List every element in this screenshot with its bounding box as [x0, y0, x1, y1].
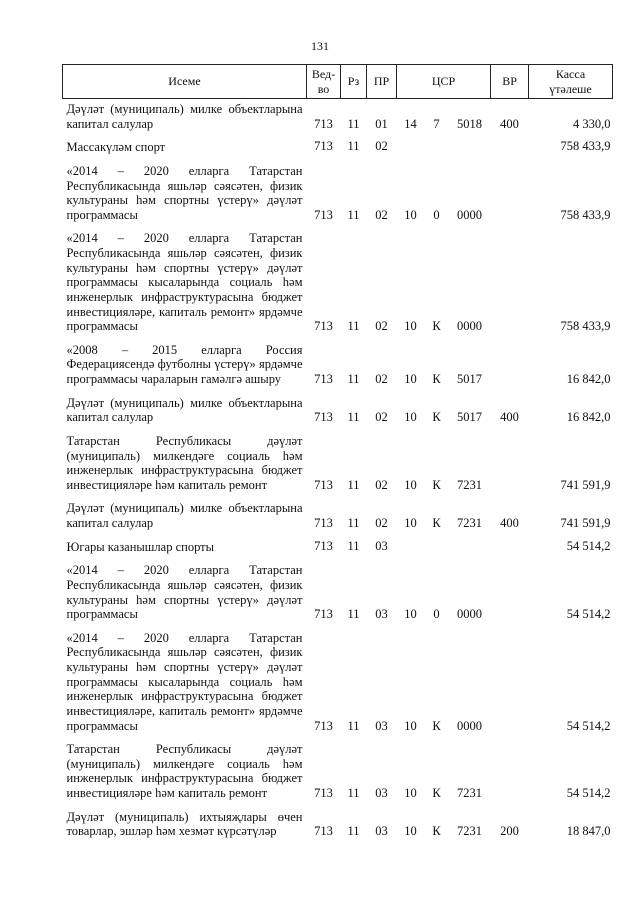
row-csr-program: 10 — [404, 824, 417, 839]
page-number: 131 — [311, 39, 329, 53]
table-row — [63, 340, 613, 393]
row-rz: 11 — [347, 516, 360, 530]
row-csr-direction: 5017 — [457, 410, 483, 425]
row-csr-direction: 0000 — [457, 607, 483, 622]
row-csr-program: 10 — [404, 477, 417, 492]
row-csr-subprogram: К — [432, 410, 441, 425]
row-pr: 03 — [375, 824, 388, 839]
row-vr — [491, 137, 529, 161]
row-name: Массакүләм спорт — [66, 140, 166, 155]
row-csr-program: 10 — [404, 516, 417, 530]
row-rz: 11 — [347, 410, 360, 425]
row-csr-subprogram: К — [432, 372, 441, 386]
row-vedomstvo: 713 — [314, 139, 333, 154]
row-csr-subprogram: 7 — [433, 116, 440, 131]
table-row — [63, 99, 613, 138]
table-row — [63, 498, 613, 536]
row-csr-subprogram: К — [432, 824, 441, 839]
row-vr — [491, 431, 529, 499]
row-csr-direction: 7231 — [457, 786, 483, 800]
row-csr-subprogram: К — [432, 786, 441, 800]
row-csr-program: 14 — [404, 116, 417, 131]
row-rz: 11 — [347, 139, 360, 154]
table-row — [63, 161, 613, 229]
row-vedomstvo: 713 — [314, 824, 333, 839]
row-name: Дәүләт (муниципаль) милке объектларына капитал салулар — [66, 102, 303, 131]
row-csr-program: 10 — [404, 607, 417, 622]
row-amount: 18 847,0 — [566, 824, 611, 839]
header-vedomstvo: Вед- во — [307, 65, 341, 99]
row-csr-direction: 0000 — [457, 718, 483, 733]
row-rz: 11 — [347, 116, 360, 131]
row-csr-program: 10 — [404, 410, 417, 425]
row-pr: 03 — [375, 786, 388, 800]
row-vedomstvo: 713 — [314, 538, 333, 553]
row-csr-program: 10 — [404, 372, 417, 386]
row-rz: 11 — [347, 607, 360, 622]
row-pr: 02 — [375, 372, 388, 386]
row-rz: 11 — [347, 207, 360, 222]
row-amount: 16 842,0 — [566, 372, 611, 386]
row-csr-subprogram: 0 — [433, 207, 440, 222]
row-vr — [491, 560, 529, 628]
table-row — [63, 628, 613, 739]
row-name: Дәүләт (муниципаль) милке объектларына капитал салулар — [66, 395, 303, 425]
table-row — [63, 560, 613, 628]
row-csr-program: 10 — [404, 319, 417, 334]
row-vr: 400 — [500, 516, 519, 530]
row-csr-program — [397, 137, 425, 161]
row-vedomstvo: 713 — [314, 207, 333, 222]
row-csr-direction: 0000 — [457, 207, 483, 222]
row-amount: 741 591,9 — [560, 516, 611, 530]
row-vr: 200 — [500, 824, 519, 839]
row-name: Татарстан Республикасы дәүләт (муниципаль) милкендәге социаль һәм инженерлык инфраструктурасына бюджет инвестицияләре һәм капиталь ремонт — [66, 433, 303, 492]
row-csr-subprogram: К — [432, 477, 441, 492]
header-rz: Рз — [341, 65, 367, 99]
row-rz: 11 — [347, 319, 360, 334]
row-vr: 400 — [500, 116, 519, 131]
row-csr-direction: 0000 — [457, 319, 483, 334]
header-kassa: Касса үтәлеше — [529, 65, 613, 99]
row-amount: 16 842,0 — [566, 410, 611, 425]
table-row — [63, 537, 613, 561]
row-csr-subprogram: 0 — [433, 607, 440, 622]
row-csr-direction: 5017 — [457, 372, 483, 386]
row-vedomstvo: 713 — [314, 786, 333, 800]
row-pr: 02 — [375, 410, 388, 425]
row-vedomstvo: 713 — [314, 516, 333, 530]
row-pr: 01 — [375, 116, 388, 131]
row-csr-subprogram: К — [432, 319, 441, 334]
row-vedomstvo: 713 — [314, 718, 333, 733]
row-csr-direction: 5018 — [457, 116, 483, 131]
table-row — [63, 137, 613, 161]
row-pr: 02 — [375, 207, 388, 222]
table-row — [63, 431, 613, 499]
table-row — [63, 739, 613, 807]
row-pr: 03 — [375, 607, 388, 622]
row-pr: 02 — [375, 477, 388, 492]
row-csr-subprogram: К — [432, 516, 441, 530]
table-body — [63, 99, 613, 845]
row-amount: 758 433,9 — [560, 207, 611, 222]
row-csr-program — [397, 537, 425, 561]
row-vedomstvo: 713 — [314, 116, 333, 131]
row-csr-program: 10 — [404, 207, 417, 222]
row-csr-direction — [449, 537, 491, 561]
header-csr: ЦСР — [397, 65, 491, 99]
row-pr: 03 — [375, 718, 388, 733]
row-csr-direction — [449, 137, 491, 161]
row-name: Югары казанышлар спорты — [66, 539, 215, 554]
row-amount: 54 514,2 — [566, 718, 611, 733]
header-pr: ПР — [367, 65, 397, 99]
table-row — [63, 393, 613, 431]
row-csr-program: 10 — [404, 786, 417, 800]
row-name: «2014 – 2020 елларга Татарстан Республикасында яшьләр сәясәтен, физик культураны һәм спортны үстерү» дәүләт программасы кысаларында социаль һәм инженерлык инфраструктурасына бюджет инвестицияләре, капиталь ремонт» ярдәмче программасы — [66, 630, 303, 733]
row-pr: 02 — [375, 139, 388, 154]
budget-table — [62, 64, 613, 845]
row-rz: 11 — [347, 824, 360, 839]
table-row — [63, 807, 613, 845]
row-vedomstvo: 713 — [314, 319, 333, 334]
row-csr-subprogram — [425, 137, 449, 161]
row-pr: 02 — [375, 319, 388, 334]
row-amount: 54 514,2 — [566, 786, 611, 800]
row-name: Дәүләт (муниципаль) милке объектларына капитал салулар — [66, 501, 303, 530]
row-csr-direction: 7231 — [457, 824, 483, 839]
row-rz: 11 — [347, 718, 360, 733]
row-vr — [491, 739, 529, 807]
row-pr: 02 — [375, 516, 388, 530]
table-header-row — [63, 65, 613, 99]
row-vedomstvo: 713 — [314, 410, 333, 425]
row-pr: 03 — [375, 538, 388, 553]
row-name: «2014 – 2020 елларга Татарстан Республикасында яшьләр сәясәтен, физик культураны һәм спортны үстерү» дәүләт программасы кысаларында социаль һәм инженерлык инфраструктурасына бюджет инвестицияләре, капиталь ремонт» ярдәмче программасы — [66, 231, 303, 334]
row-vedomstvo: 713 — [314, 372, 333, 386]
row-vr — [491, 340, 529, 393]
row-rz: 11 — [347, 372, 360, 386]
row-amount: 54 514,2 — [566, 538, 611, 553]
row-name: Дәүләт (муниципаль) ихтыяҗлары өчен товарлар, эшләр һәм хезмәт күрсәтүләр — [66, 809, 303, 839]
row-amount: 758 433,9 — [560, 319, 611, 334]
row-vr — [491, 537, 529, 561]
row-name: Татарстан Республикасы дәүләт (муниципаль) милкендәге социаль һәм инженерлык инфраструктурасына бюджет инвестицияләре һәм капиталь ремонт — [66, 742, 303, 800]
row-csr-program: 10 — [404, 718, 417, 733]
row-csr-direction: 7231 — [457, 516, 483, 530]
row-csr-subprogram: К — [432, 718, 441, 733]
row-vr — [491, 161, 529, 229]
header-vr: ВР — [491, 65, 529, 99]
row-vr — [491, 628, 529, 739]
row-rz: 11 — [347, 786, 360, 800]
row-rz: 11 — [347, 477, 360, 492]
row-vedomstvo: 713 — [314, 477, 333, 492]
row-vr — [491, 228, 529, 339]
row-amount: 741 591,9 — [560, 477, 611, 492]
row-rz: 11 — [347, 538, 360, 553]
row-amount: 54 514,2 — [566, 607, 611, 622]
row-vr: 400 — [500, 410, 519, 425]
table-row — [63, 228, 613, 339]
row-name: «2008 – 2015 елларга Россия Федерациясендә футболны үстерү» ярдәмче программасы чараларын гамәлгә ашыру — [66, 342, 303, 386]
row-vedomstvo: 713 — [314, 607, 333, 622]
row-name: «2014 – 2020 елларга Татарстан Республикасында яшьләр сәясәтен, физик культураны һәм спортны үстерү» дәүләт программасы — [66, 163, 303, 222]
row-amount: 758 433,9 — [560, 139, 611, 154]
row-name: «2014 – 2020 елларга Татарстан Республикасында яшьләр сәясәтен, физик культураны һәм спортны үстерү» дәүләт программасы — [66, 563, 303, 622]
row-amount: 4 330,0 — [573, 116, 611, 131]
header-name: Исеме — [63, 65, 307, 99]
row-csr-subprogram — [425, 537, 449, 561]
row-csr-direction: 7231 — [457, 477, 483, 492]
